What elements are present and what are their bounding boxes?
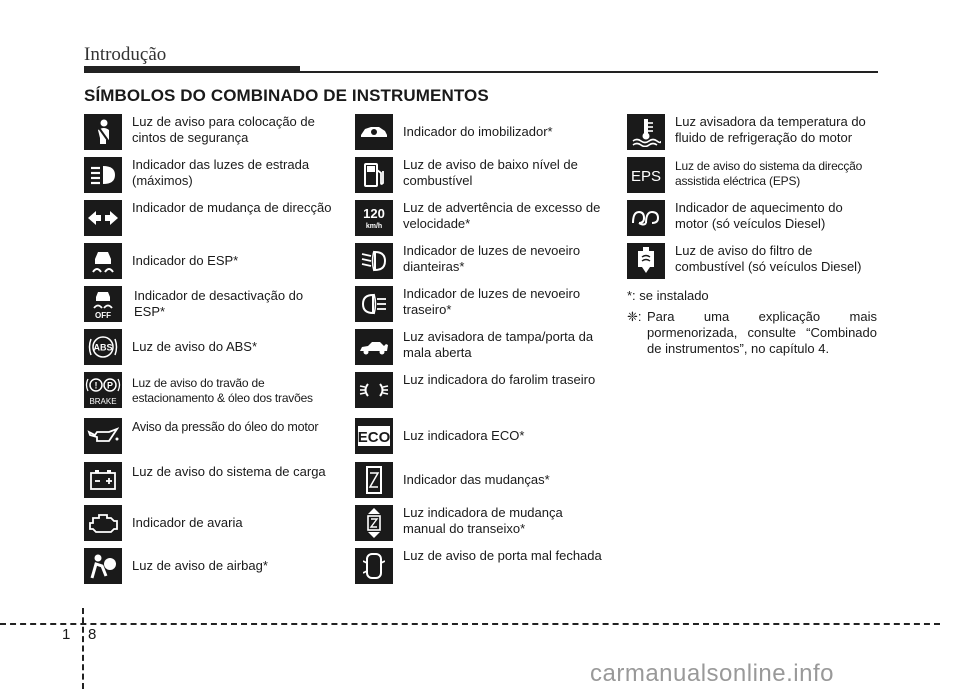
turn-signal-icon	[84, 200, 122, 236]
symbol-label: Luz de aviso do travão de estacionamento & óleo dos travões	[132, 376, 313, 405]
esp-off-icon	[84, 286, 122, 322]
oil-pressure-icon	[84, 418, 122, 454]
symbol-label: Luz de aviso para colocação de cintos de segurança	[132, 114, 315, 145]
symbol-label: Luz indicadora do farolim traseiro	[403, 372, 596, 387]
svg-text:P: P	[106, 380, 114, 391]
eco-icon	[355, 418, 393, 454]
rear-fog-icon	[355, 286, 393, 322]
symbol-label: Indicador das luzes de estrada (máximos)	[132, 157, 310, 188]
icon-subcaption: km/h	[365, 223, 383, 230]
symbol-label: Indicador de aquecimento do motor (só veículos Diesel)	[675, 200, 843, 231]
symbol-label: Indicador de luzes de nevoeiro dianteiras*	[403, 243, 581, 274]
symbol-label: Indicador de avaria	[132, 515, 243, 530]
icon-caption: BRAKE	[89, 397, 117, 406]
glow-plug-icon	[627, 200, 665, 236]
installed-note: *: se instalado	[627, 288, 709, 303]
fuel-icon	[355, 157, 393, 193]
symbol-label: Luz de aviso do sistema da direcção assistida eléctrica (EPS)	[675, 159, 863, 188]
reference-symbol: ❈:	[627, 309, 642, 324]
chapter-title: Introdução	[84, 44, 167, 65]
overspeed-icon	[355, 200, 393, 236]
fuel-filter-icon	[627, 243, 665, 279]
eps-icon	[627, 157, 665, 193]
symbol-label: Luz de aviso de airbag*	[132, 558, 268, 573]
footer-dashed-rule	[0, 623, 940, 625]
icon-caption: OFF	[95, 311, 111, 320]
symbol-label: Luz de aviso de baixo nível de combustível	[403, 157, 578, 188]
header-rule	[84, 71, 878, 73]
symbol-label: Luz de aviso do filtro de combustível (só veículos Diesel)	[675, 243, 862, 274]
esp-icon	[84, 243, 122, 279]
symbol-label: Indicador do ESP*	[132, 253, 239, 268]
symbol-label: Indicador das mudanças*	[403, 472, 550, 487]
chapter-number: 1	[62, 626, 71, 643]
door-ajar-icon	[355, 548, 393, 584]
airbag-icon	[84, 548, 122, 584]
symbol-label: Indicador de mudança de direcção	[132, 200, 332, 215]
front-fog-icon	[355, 243, 393, 279]
reference-note: Para uma explicação mais pormenorizada, consulte “Combinado de instrumentos”, no capítulo 4.	[647, 309, 877, 356]
brake-icon	[84, 372, 122, 408]
footer-vertical-rule	[82, 608, 84, 689]
symbol-label: Luz avisadora da temperatura do fluido de refrigeração do motor	[675, 114, 866, 145]
symbol-label: Luz indicadora de mudança manual do transeixo*	[403, 505, 563, 536]
icon-caption: 120	[363, 206, 385, 221]
notes	[627, 288, 877, 357]
section-title: SÍMBOLOS DO COMBINADO DE INSTRUMENTOS	[84, 86, 489, 105]
tail-lamp-icon	[355, 372, 393, 408]
manual-shift-icon	[355, 505, 393, 541]
icon-caption: ABS	[93, 342, 113, 353]
svg-text:!: !	[94, 380, 98, 391]
seatbelt-icon	[84, 114, 122, 150]
symbol-label: Luz indicadora ECO*	[403, 428, 525, 443]
abs-icon	[84, 329, 122, 365]
coolant-temp-icon	[627, 114, 665, 150]
symbol-label: Aviso da pressão do óleo do motor	[132, 420, 319, 434]
immobilizer-icon	[355, 114, 393, 150]
symbol-label: Luz de aviso de porta mal fechada	[403, 548, 602, 563]
trunk-open-icon	[355, 329, 393, 365]
page-number: 8	[88, 626, 97, 643]
symbol-label: Luz avisadora de tampa/porta da mala aberta	[403, 329, 594, 360]
high-beam-icon	[84, 157, 122, 193]
engine-check-icon	[84, 505, 122, 541]
symbol-label: Luz de advertência de excesso de velocidade*	[403, 200, 601, 231]
watermark: carmanualsonline.info	[590, 660, 834, 687]
shift-indicator-icon	[355, 462, 393, 498]
symbol-label: Indicador de desactivação do ESP*	[134, 288, 304, 319]
symbol-label: Indicador do imobilizador*	[403, 124, 553, 139]
symbol-label: Luz de aviso do ABS*	[132, 339, 258, 354]
symbol-label: Luz de aviso do sistema de carga	[132, 464, 326, 479]
symbol-label: Indicador de luzes de nevoeiro traseiro*	[403, 286, 581, 317]
icon-caption: ECO	[357, 429, 391, 446]
icon-caption: EPS	[630, 168, 662, 185]
battery-icon	[84, 462, 122, 498]
